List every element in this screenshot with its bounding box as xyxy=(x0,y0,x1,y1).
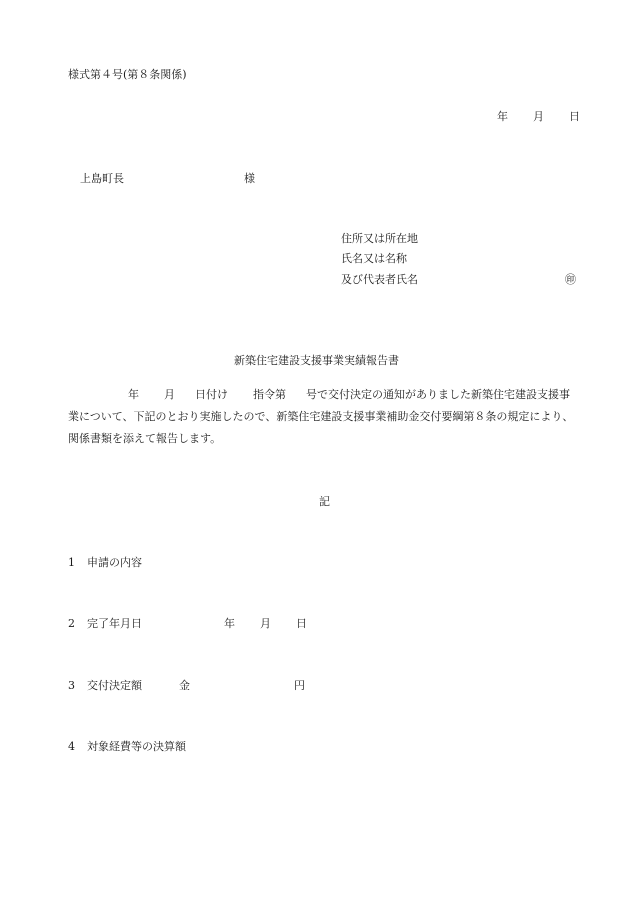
date-month-label: 月 xyxy=(533,110,544,123)
form-number: 様式第４号(第８条関係) xyxy=(68,68,187,81)
applicant-representative-label: 及び代表者氏名 xyxy=(341,273,418,286)
amount-prefix: 金 xyxy=(179,679,190,692)
amount-unit: 円 xyxy=(294,679,305,692)
recipient-honorific: 様 xyxy=(244,172,255,185)
item-label: 完了年月日 xyxy=(87,617,142,630)
seal-mark: ㊞ xyxy=(565,273,576,286)
item-3 xyxy=(68,679,305,693)
paragraph-month: 月 xyxy=(164,388,175,401)
document-title: 新築住宅建設支援事業実績報告書 xyxy=(234,354,399,367)
date-line xyxy=(497,110,580,124)
paragraph-dated: 日付け xyxy=(195,388,228,401)
item-year-label: 年 xyxy=(224,617,235,630)
item-label: 対象経費等の決算額 xyxy=(87,740,186,753)
date-year-label: 年 xyxy=(497,110,508,123)
paragraph-text: 号で交付決定の通知がありました新築住宅建設支援事業について、下記のとおり実施したので、新築住宅建設支援事業補助金交付要綱第８条の規定により、関係書類を添えて報告します。 xyxy=(68,388,574,445)
item-number: 3 xyxy=(68,679,75,692)
paragraph-directive: 指令第 xyxy=(253,388,286,401)
item-month-label: 月 xyxy=(260,617,271,630)
item-number: 4 xyxy=(68,740,75,753)
paragraph-year: 年 xyxy=(128,388,139,401)
item-day-label: 日 xyxy=(296,617,307,630)
ki-heading: 記 xyxy=(319,495,330,508)
date-day-label: 日 xyxy=(569,110,580,123)
recipient-line xyxy=(80,172,255,186)
body-paragraph xyxy=(68,384,580,450)
recipient-name: 上島町長 xyxy=(80,172,124,185)
item-number: 2 xyxy=(68,617,75,630)
applicant-address-label: 住所又は所在地 xyxy=(341,232,418,245)
item-4 xyxy=(68,740,186,754)
item-2 xyxy=(68,617,307,631)
item-number: 1 xyxy=(68,556,75,569)
applicant-name-label: 氏名又は名称 xyxy=(341,252,407,265)
item-label: 申請の内容 xyxy=(87,556,142,569)
item-label: 交付決定額 xyxy=(87,679,142,692)
item-1 xyxy=(68,556,142,570)
